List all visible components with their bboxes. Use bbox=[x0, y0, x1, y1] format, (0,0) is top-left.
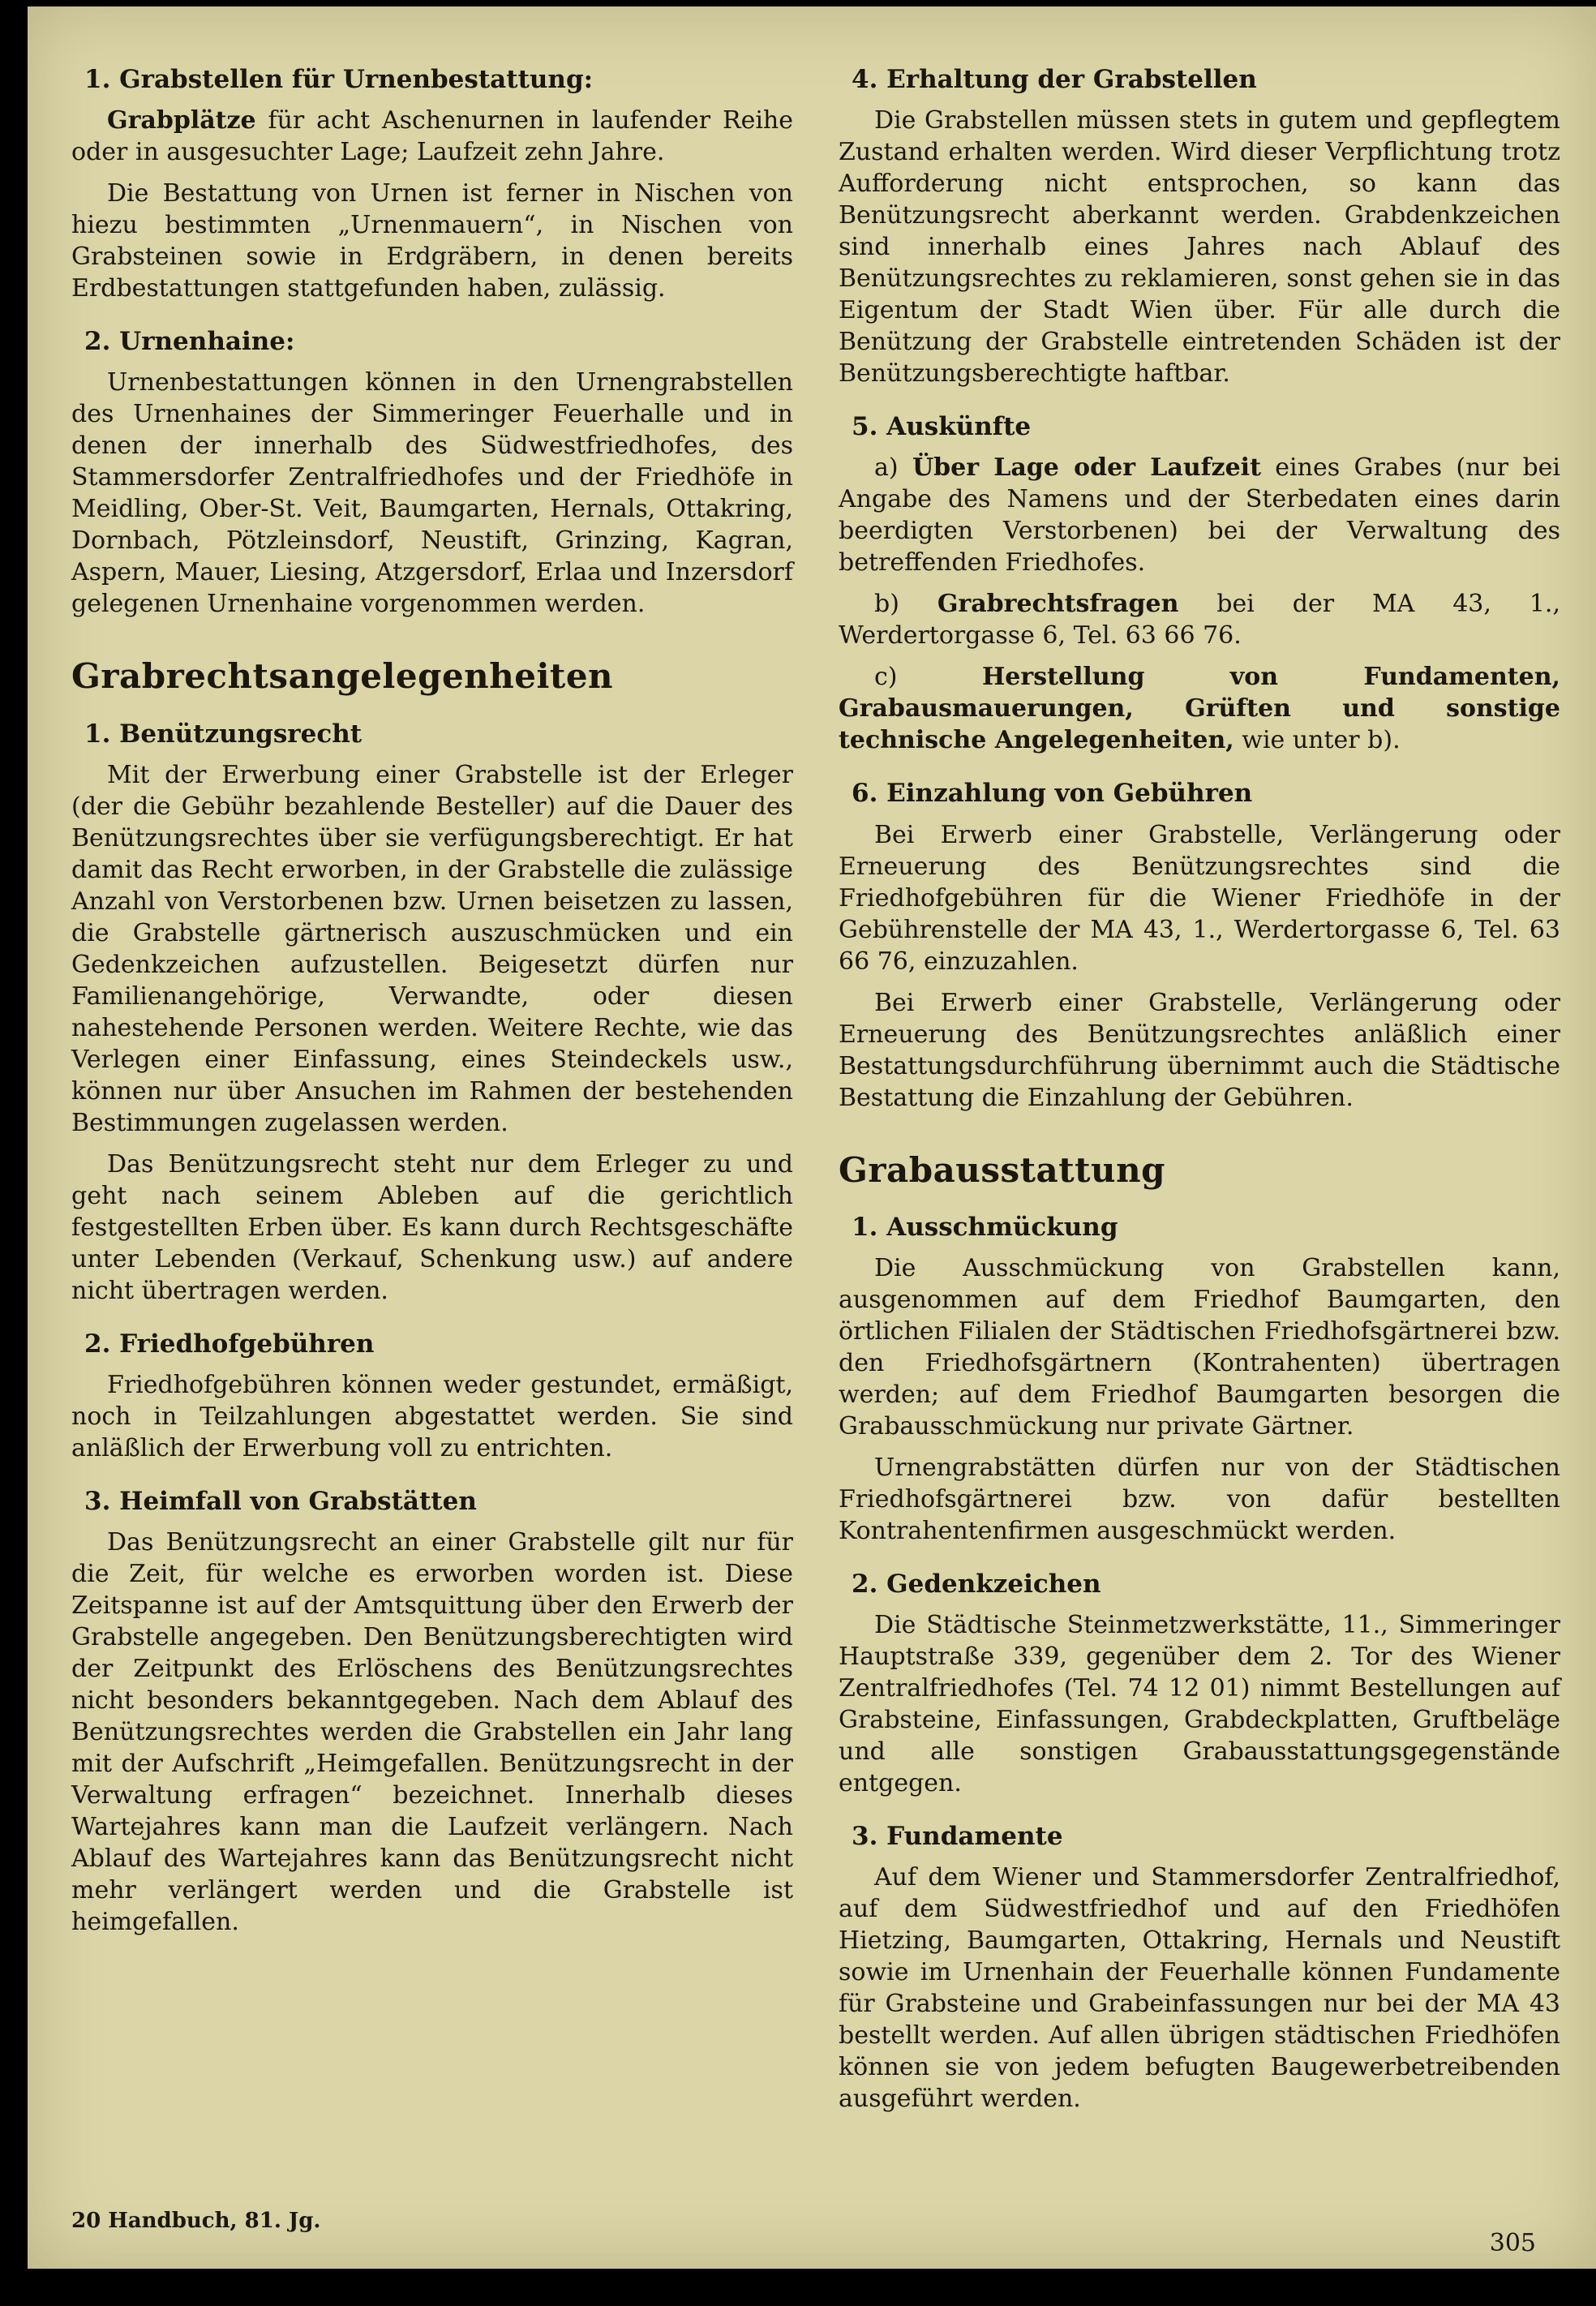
paragraph bbox=[71, 1527, 793, 1938]
paragraph bbox=[71, 1149, 793, 1307]
text-run: a) bbox=[874, 453, 912, 483]
subheading: 3. Heimfall von Grabstätten bbox=[84, 1487, 477, 1517]
subheading: 6. Einzahlung von Gebühren bbox=[852, 779, 1253, 809]
bold-run: Herstellung von Fundamenten, Grabausmauerungen, Grüften und sonstige technische Angelegenheiten, bbox=[839, 663, 1561, 755]
text-run: wie unter b). bbox=[1233, 726, 1401, 755]
right-column bbox=[839, 65, 1560, 2124]
footer-edition-label: 20 Handbuch, 81. Jg. bbox=[71, 2209, 321, 2233]
paragraph bbox=[839, 987, 1560, 1114]
subheading: 1. Ausschmückung bbox=[852, 1212, 1118, 1242]
paragraph bbox=[839, 452, 1560, 578]
paragraph bbox=[71, 178, 793, 304]
page-content bbox=[28, 6, 1596, 2124]
paragraph bbox=[839, 1862, 1560, 2115]
paragraph bbox=[71, 759, 793, 1139]
subheading: 3. Fundamente bbox=[852, 1822, 1063, 1852]
text-run: Urnenbestattungen können in den Urnengrabstellen des Urnenhaines der Simmeringer Feuerhalle und in denen der innerhalb des Südwestfriedhofes, des Stammersdorfer Zentralfriedhofes und der Friedhöfe in Meidling, Ober-St. Veit, Baumgarten, Hernals, Ottakring, Dornbach, Pötzleinsdorf, Neustift, Grinzing, Kagran, Aspern, Mauer, Liesing, Atzgersdorf, Erlaa und Inzersdorf gelegenen Urnenhaine vorgenommen werden. bbox=[71, 368, 793, 619]
text-run: Friedhofgebühren können weder gestundet, ermäßigt, noch in Teilzahlungen abgestattet werden. Sie sind anläßlich der Erwerbung voll zu entrichten. bbox=[71, 1371, 793, 1463]
paragraph bbox=[839, 105, 1560, 389]
subheading: 1. Grabstellen für Urnenbestattung: bbox=[84, 65, 594, 94]
text-run: Die Städtische Steinmetzwerkstätte, 11., Simmeringer Hauptstraße 339, gegenüber dem 2. Tor des Wiener Zentralfriedhofes (Tel. 74 12 01) nimmt Bestellungen auf Grabsteine, Einfassungen, Grabdeckplatten, Gruftbeläge und alle sonstigen Grabausstattungsgegenstände entgegen. bbox=[839, 1611, 1560, 1798]
subheading: 1. Benützungsrecht bbox=[84, 719, 363, 749]
subheading: 2. Friedhofgebühren bbox=[84, 1329, 375, 1359]
text-run: Urnengrabstätten dürfen nur von der Städtischen Friedhofsgärtnerei bzw. von dafür bestellten Kontrahentenfirmen ausgeschmückt werden. bbox=[839, 1454, 1560, 1546]
paragraph bbox=[839, 1452, 1560, 1547]
bold-run: Grabrechtsfragen bbox=[937, 590, 1179, 619]
text-run: für acht Aschenurnen in laufender Reihe oder in ausgesuchter Lage; Laufzeit zehn Jahre. bbox=[71, 106, 793, 167]
text-run: Bei Erwerb einer Grabstelle, Verlängerung oder Erneuerung des Benützungsrechtes sind die Friedhofgebühren für die Wiener Friedhöfe in der Gebührenstelle der MA 43, 1., Werdertorgasse 6, Tel. 63 66 76, einzuzahlen. bbox=[839, 820, 1560, 976]
text-run: Auf dem Wiener und Stammersdorfer Zentralfriedhof, auf dem Südwestfriedhof und auf den Friedhöfen Hietzing, Baumgarten, Ottakring, Hernals und Neustift sowie im Urnenhain der Feuerhalle können Fundamente für Grabsteine und Grabeinfassungen nur bei der MA 43 bestellt werden. Auf allen übrigen städtischen Friedhöfen können sie von jedem befugten Baugewerbetreibenden ausgeführt werden. bbox=[839, 1863, 1560, 2114]
text-run: Die Ausschmückung von Grabstellen kann, ausgenommen auf dem Friedhof Baumgarten, den örtlichen Filialen der Städtischen Friedhofsgärtnerei bzw. den Friedhofsgärtnern (Kontrahenten) übertragen werden; auf dem Friedhof Baumgarten besorgen die Grabausschmückung nur private Gärtner. bbox=[839, 1254, 1560, 1441]
text-run: Bei Erwerb einer Grabstelle, Verlängerung oder Erneuerung des Benützungsrechtes anläßlich einer Bestattungsdurchführung übernimmt auch die Städtische Bestattung die Einzahlung der Gebühren. bbox=[839, 988, 1560, 1112]
subheading: 5. Auskünfte bbox=[852, 412, 1032, 442]
subheading: 2. Urnenhaine: bbox=[84, 327, 295, 357]
paragraph bbox=[839, 1609, 1560, 1799]
paragraph bbox=[71, 367, 793, 620]
text-run: Das Benützungsrecht an einer Grabstelle gilt nur für die Zeit, für welche es erworben worden ist. Diese Zeitspanne ist auf der Amtsquittung über den Erwerb der Grabstelle angegeben. Den Benützungsberechtigten wird der Zeitpunkt des Erlöschens des Benützungsrechtes nicht besonders bekanntgegeben. Nach dem Ablauf des Benützungsrechtes werden die Grabstellen ein Jahr lang mit der Aufschrift „Heimgefallen. Benützungsrecht in der Verwaltung erfragen“ bezeichnet. Innerhalb dieses Wartejahres kann man die Laufzeit verlängern. Nach Ablauf des Wartejahres kann das Benützungsrecht nicht mehr verlängert werden und die Grabstelle ist heimgefallen. bbox=[71, 1528, 793, 1937]
text-run: c) bbox=[874, 663, 982, 692]
text-run: b) bbox=[874, 590, 937, 619]
section-heading: Grabausstattung bbox=[839, 1149, 1165, 1190]
text-run: bei der MA 43, 1., Werdertorgasse 6, Tel. 63 66 76. bbox=[839, 590, 1560, 651]
paragraph bbox=[71, 1369, 793, 1464]
paper bbox=[28, 6, 1596, 2269]
paragraph bbox=[839, 588, 1560, 651]
paragraph bbox=[839, 661, 1560, 756]
left-column bbox=[71, 65, 793, 2124]
section-heading: Grabrechtsangelegenheiten bbox=[71, 656, 614, 697]
paragraph bbox=[71, 105, 793, 168]
bold-run: Über Lage oder Laufzeit bbox=[912, 453, 1261, 483]
bold-run: Grabplätze bbox=[107, 106, 256, 135]
subheading: 4. Erhaltung der Grabstellen bbox=[852, 65, 1257, 94]
text-run: Die Grabstellen müssen stets in gutem und gepflegtem Zustand erhalten werden. Wird dieser Verpflichtung trotz Aufforderung nicht entsprochen, so kann das Benützungsrecht aberkannt werden. Grabdenkzeichen sind innerhalb eines Jahres nach Ablauf des Benützungsrechtes zu reklamieren, sonst gehen sie in das Eigentum der Stadt Wien über. Für alle durch die Benützung der Grabstelle eintretenden Schäden ist der Benützungsberechtigte haftbar. bbox=[839, 106, 1560, 389]
text-run: Das Benützungsrecht steht nur dem Erleger zu und geht nach seinem Ableben auf die gerichtlich festgestellten Erben über. Es kann durch Rechtsgeschäfte unter Lebenden (Verkauf, Schenkung usw.) auf andere nicht übertragen werden. bbox=[71, 1149, 793, 1305]
paragraph bbox=[839, 1252, 1560, 1442]
text-run: Mit der Erwerbung einer Grabstelle ist der Erleger (der die Gebühr bezahlende Besteller) auf die Dauer des Benützungsrechtes über sie verfügungsberechtigt. Er hat damit das Recht erworben, in der Grabstelle die zulässige Anzahl von Verstorbenen bzw. Urnen beisetzen zu lassen, die Grabstelle gärtnerisch auszuschmücken und ein Gedenkzeichen aufzustellen. Beigesetzt dürfen nur Familienangehörige, Verwandte, oder diesen nahestehende Personen werden. Weitere Rechte, wie das Verlegen einer Einfassung, eines Steindeckels usw., können nur über Ansuchen im Rahmen der bestehenden Bestimmungen zugelassen werden. bbox=[71, 760, 793, 1137]
text-run: eines Grabes (nur bei Angabe des Namens und der Sterbedaten eines darin beerdigten Verstorbenen) bei der Verwaltung des betreffenden Friedhofes. bbox=[839, 453, 1561, 578]
paragraph bbox=[839, 819, 1560, 977]
subheading: 2. Gedenkzeichen bbox=[852, 1570, 1101, 1600]
page-number: 305 bbox=[1489, 2229, 1536, 2257]
text-run: Die Bestattung von Urnen ist ferner in Nischen von hiezu bestimmten „Urnenmauern“, in Nischen von Grabsteinen sowie in Erdgräbern, in denen bereits Erdbestattungen stattgefunden haben, zulässig. bbox=[71, 179, 793, 303]
